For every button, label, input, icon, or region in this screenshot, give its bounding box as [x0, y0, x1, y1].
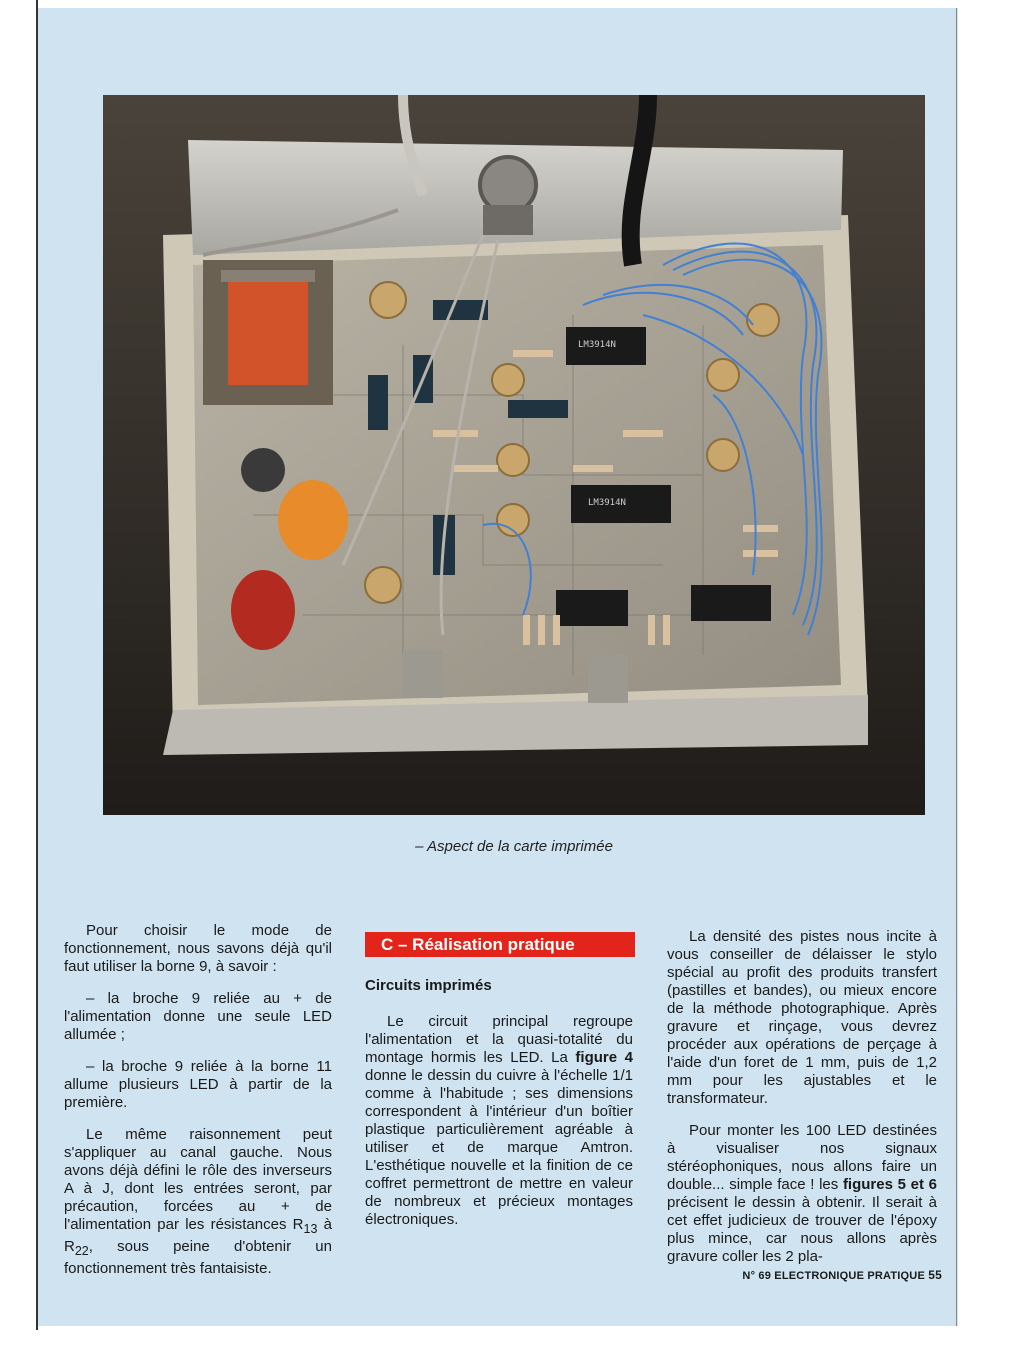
paragraph-pin9-terminal11: – la broche 9 reliée à la borne 11 allume plusieurs LED à partir de la première.	[64, 1058, 332, 1111]
ic-label-middle: LM3914N	[588, 498, 626, 508]
subscript-r22: 22	[74, 1244, 89, 1258]
paragraph-led-mounting	[667, 1122, 937, 1266]
figure-4-reference: figure 4	[575, 1049, 633, 1066]
magazine-issue-label: N° 69 ELECTRONIQUE PRATIQUE	[742, 1270, 925, 1282]
text-column-middle	[365, 932, 633, 1243]
circuit-board-photo	[103, 95, 925, 815]
text-column-right	[667, 928, 937, 1280]
page-edge-right	[956, 8, 957, 1326]
page-footer	[720, 1268, 942, 1282]
paragraph-left-channel-b: à R	[64, 1216, 332, 1255]
paragraph-led-mounting-a: Pour monter les 100 LED destinées à visualiser nos signaux stéréophoniques, nous allons faire un double... simple face ! les	[667, 1122, 937, 1193]
paragraph-left-channel-c: , sous peine d'obtenir un fonctionnement très fantaisiste.	[64, 1238, 332, 1277]
paragraph-left-channel	[64, 1126, 332, 1278]
paragraph-track-density: La densité des pistes nous incite à vous conseiller de délaisser le stylo spécial au profit des produits transfert (pastilles et bandes), ou mieux encore de la méthode photographique. Après gravure et rinçage, vous devrez procéder aux opérations de perçage à l'aide d'un foret de 1 mm, puis de 1,2 mm pour les ajustables et le transformateur.	[667, 928, 937, 1107]
subsection-heading: Circuits imprimés	[365, 977, 492, 994]
paragraph-left-channel-a: Le même raisonnement peut s'appliquer au canal gauche. Nous avons déjà défini le rôle des inverseurs A à J, dont les entrées seront, par précaution, forcées au + de l'alimentation par les résistances R	[64, 1126, 332, 1233]
ic-label-top: LM3914N	[578, 340, 616, 350]
text-column-left	[64, 922, 332, 1292]
page-number: 55	[928, 1268, 942, 1282]
figures-5-6-reference: figures 5 et 6	[842, 1176, 937, 1193]
paragraph-printed-circuits	[365, 1013, 633, 1229]
paragraph-printed-circuits-b: donne le dessin du cuivre à l'échelle 1/1 comme à l'habitude ; ses dimensions correspondent à l'intérieur d'un boîtier plastique particulièrement agréable à utiliser et de marque Amtron. L'esthétique nouvelle et la finition de ce coffret permettront de mettre en valeur de nombreux et précieux montages électroniques.	[365, 1067, 633, 1228]
paragraph-pin9-supply: – la broche 9 reliée au + de l'alimentation donne une seule LED allumée ;	[64, 990, 332, 1043]
paragraph-printed-circuits-a: Le circuit principal regroupe l'alimentation et la quasi-totalité du montage hormis les LED. La	[365, 1013, 633, 1066]
photo-caption: – Aspect de la carte imprimée	[415, 838, 613, 855]
section-heading: C – Réalisation pratique	[365, 932, 635, 957]
paragraph-led-mounting-b: précisent le dessin à obtenir. Il serait à cet effet judicieux de trouver de l'époxy plus mince, car nous allons après gravure coller les 2 pla-	[667, 1194, 937, 1265]
subscript-r13: 13	[303, 1222, 318, 1236]
circuit-board-illustration	[103, 95, 925, 815]
paragraph-mode-selection: Pour choisir le mode de fonctionnement, nous savons déjà qu'il faut utiliser la borne 9, à savoir :	[64, 922, 332, 975]
